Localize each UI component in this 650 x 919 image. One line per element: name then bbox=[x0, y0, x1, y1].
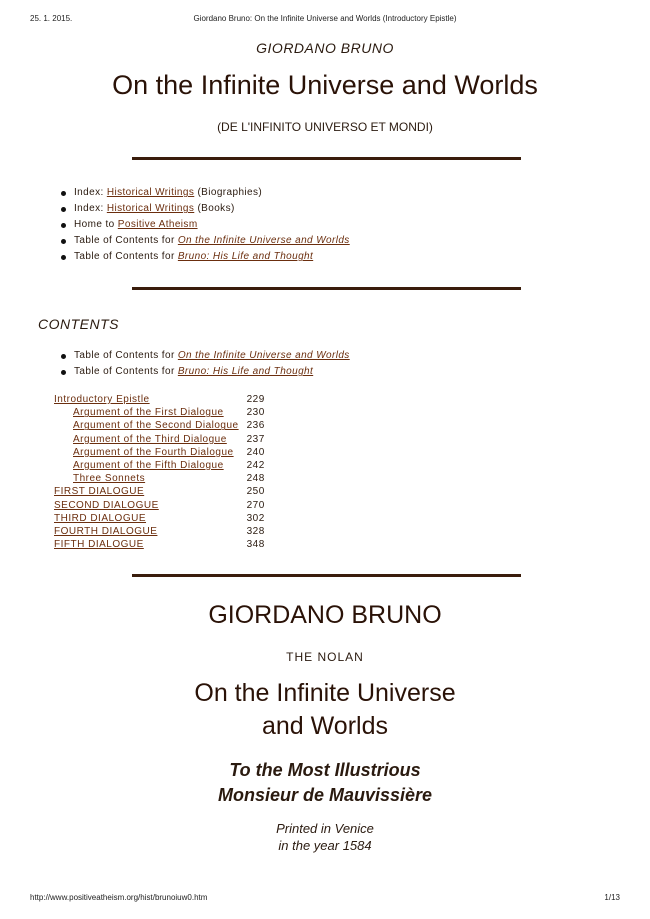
title-page-author: GIORDANO BRUNO bbox=[208, 601, 442, 629]
toc-page-number: 229 bbox=[246, 394, 265, 405]
toc-row bbox=[54, 406, 265, 419]
page-subtitle: (DE L'INFINITO UNIVERSO ET MONDI) bbox=[217, 120, 433, 134]
divider-2 bbox=[132, 287, 521, 290]
nav-item-suffix: (Books) bbox=[194, 203, 235, 214]
nav-list bbox=[74, 185, 350, 265]
toc-row bbox=[54, 525, 265, 538]
toc-page-number: 270 bbox=[246, 499, 265, 511]
imprint-line1: Printed in Venice bbox=[276, 821, 374, 836]
nav-item-suffix: (Biographies) bbox=[194, 187, 263, 198]
toc-row bbox=[54, 459, 265, 472]
print-page-number: 1/13 bbox=[604, 893, 620, 902]
toc-page-number: 230 bbox=[246, 407, 265, 419]
nav-item bbox=[74, 185, 350, 201]
nav-link[interactable]: Bruno: His Life and Thought bbox=[177, 366, 314, 377]
toc-link[interactable]: FOURTH DIALOGUE bbox=[54, 526, 158, 538]
toc-link[interactable]: Introductory Epistle bbox=[54, 394, 150, 405]
title-page-epithet: THE NOLAN bbox=[286, 650, 364, 664]
toc-link[interactable]: FIRST DIALOGUE bbox=[54, 486, 145, 498]
toc-table bbox=[54, 393, 265, 551]
nav-link[interactable]: On the Infinite Universe and Worlds bbox=[177, 235, 350, 246]
toc-row bbox=[54, 512, 265, 525]
nav-link[interactable]: Bruno: His Life and Thought bbox=[177, 251, 314, 262]
toc-row bbox=[54, 485, 265, 498]
toc-link[interactable]: Argument of the Fourth Dialogue bbox=[73, 446, 234, 458]
toc-page-number: 248 bbox=[246, 473, 265, 485]
nav-item bbox=[74, 364, 350, 380]
toc-page-number: 236 bbox=[246, 420, 265, 432]
toc-page-number: 242 bbox=[246, 460, 265, 472]
print-page-title: Giordano Bruno: On the Infinite Universe and Worlds (Introductory Epistle) bbox=[193, 14, 457, 23]
toc-page-number: 240 bbox=[246, 446, 265, 458]
print-url: http://www.positiveatheism.org/hist/brunoiuw0.htm bbox=[30, 893, 208, 902]
nav-item-prefix: Table of Contents for bbox=[74, 350, 178, 361]
toc-row bbox=[54, 446, 265, 459]
toc-link[interactable]: Three Sonnets bbox=[73, 473, 146, 485]
nav-item-prefix: Table of Contents for bbox=[74, 235, 178, 246]
author-heading: GIORDANO BRUNO bbox=[256, 40, 394, 56]
nav-item-prefix: Index: bbox=[74, 203, 107, 214]
nav-item-prefix: Table of Contents for bbox=[74, 251, 178, 262]
nav-link[interactable]: On the Infinite Universe and Worlds bbox=[177, 350, 350, 361]
dedication-line1: To the Most Illustrious bbox=[229, 760, 421, 780]
toc-row bbox=[54, 433, 265, 446]
nav-item-prefix: Index: bbox=[74, 187, 107, 198]
toc-link[interactable]: Argument of the Second Dialogue bbox=[73, 420, 239, 432]
contents-nav-list bbox=[74, 348, 350, 380]
toc-link[interactable]: SECOND DIALOGUE bbox=[54, 499, 159, 511]
toc-link[interactable]: Argument of the Third Dialogue bbox=[73, 433, 227, 445]
toc-link[interactable]: Argument of the First Dialogue bbox=[73, 407, 224, 419]
contents-heading: CONTENTS bbox=[38, 316, 119, 332]
toc-link[interactable]: THIRD DIALOGUE bbox=[54, 512, 147, 524]
nav-item bbox=[74, 249, 350, 265]
imprint-line2: in the year 1584 bbox=[278, 838, 372, 853]
title-page-title-line1: On the Infinite Universe bbox=[194, 679, 456, 707]
toc-row bbox=[54, 393, 265, 406]
toc-page-number: 237 bbox=[246, 433, 265, 445]
toc-link[interactable]: FIFTH DIALOGUE bbox=[54, 539, 144, 551]
dedication-line2: Monsieur de Mauvissière bbox=[217, 785, 433, 805]
toc-page-number: 250 bbox=[246, 486, 265, 498]
print-date: 25. 1. 2015. bbox=[30, 14, 73, 23]
nav-item bbox=[74, 201, 350, 217]
nav-item bbox=[74, 217, 350, 233]
nav-item bbox=[74, 348, 350, 364]
toc-row bbox=[54, 499, 265, 512]
divider-3 bbox=[132, 574, 521, 577]
toc-page-number: 348 bbox=[246, 539, 265, 551]
title-page-title-line2: and Worlds bbox=[262, 712, 388, 740]
divider-1 bbox=[132, 157, 521, 160]
toc-row bbox=[54, 472, 265, 485]
toc-row bbox=[54, 538, 265, 551]
nav-link[interactable]: Positive Atheism bbox=[117, 219, 198, 230]
toc-page-number: 328 bbox=[246, 526, 265, 538]
nav-link[interactable]: Historical Writings bbox=[106, 203, 195, 214]
nav-item-prefix: Home to bbox=[74, 219, 118, 230]
page-title: On the Infinite Universe and Worlds bbox=[112, 70, 538, 100]
toc-link[interactable]: Argument of the Fifth Dialogue bbox=[73, 460, 224, 472]
nav-item-prefix: Table of Contents for bbox=[74, 366, 178, 377]
toc-row bbox=[54, 419, 265, 432]
toc-page-number: 302 bbox=[246, 512, 265, 524]
nav-item bbox=[74, 233, 350, 249]
nav-link[interactable]: Historical Writings bbox=[106, 187, 195, 198]
